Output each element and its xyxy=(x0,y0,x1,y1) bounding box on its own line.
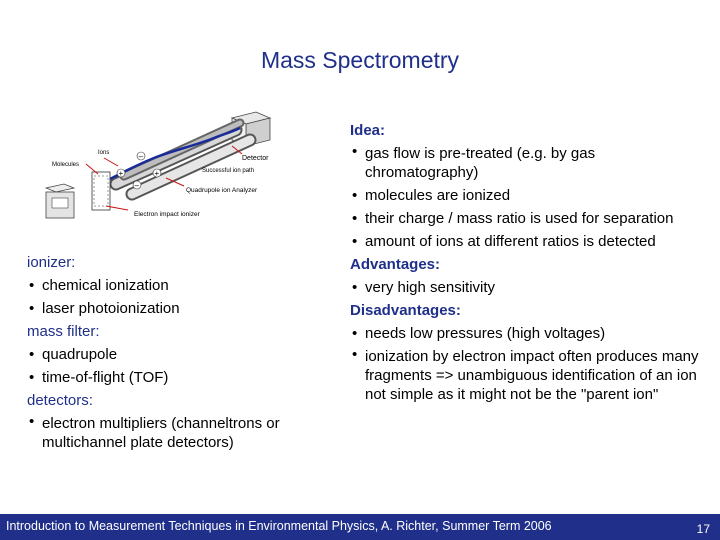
disadvantages-heading: Disadvantages: xyxy=(350,302,461,319)
right-text-block xyxy=(350,119,705,406)
label-molecules: Molecules xyxy=(52,162,80,168)
idea-heading: Idea: xyxy=(350,122,386,139)
mass-spectrometer-diagram xyxy=(44,106,282,224)
svg-text:–: – xyxy=(134,181,139,190)
mass-filter-heading: mass filter: xyxy=(27,323,100,340)
label-quadrupole: Quadrupole ion Analyzer xyxy=(186,187,258,194)
list-item: • needs low pressures (high voltages) xyxy=(352,325,606,342)
list-item: • amount of ions at different ratios is detected xyxy=(352,233,656,250)
list-item: • electron multipliers (channeltrons or multichannel plate detectors) xyxy=(29,413,280,451)
list-item: • chemical ionization xyxy=(29,277,169,294)
slide-title: Mass Spectrometry xyxy=(260,47,460,73)
footer-bar xyxy=(0,514,720,540)
svg-text:+: + xyxy=(154,169,160,178)
footer-text: Introduction to Measurement Techniques in Environmental Physics, A. Richter, Summer Term 2006 xyxy=(6,519,552,533)
label-ions: Ions xyxy=(98,150,110,156)
svg-text:–: – xyxy=(138,152,143,161)
ionizer-box xyxy=(92,172,110,210)
list-item: • molecules are ionized xyxy=(352,187,511,204)
label-electron-impact: Electron impact ionizer xyxy=(134,211,200,218)
list-item: • gas flow is pre-treated (e.g. by gas chromatography) xyxy=(352,143,596,181)
svg-text:+: + xyxy=(118,169,124,178)
list-item: • laser photoionization xyxy=(29,300,180,317)
source-box xyxy=(46,184,74,218)
list-item: • their charge / mass ratio is used for separation xyxy=(352,210,674,227)
label-detector: Detector xyxy=(242,155,269,162)
page-number: 17 xyxy=(696,522,710,536)
left-text-block xyxy=(27,251,327,454)
ionizer-heading: ionizer: xyxy=(27,254,76,271)
list-item: • quadrupole xyxy=(29,346,118,363)
label-successful-ion-path: Successful ion path xyxy=(202,168,255,174)
detectors-heading: detectors: xyxy=(27,392,93,409)
list-item: • very high sensitivity xyxy=(352,279,496,296)
advantages-heading: Advantages: xyxy=(350,256,441,273)
list-item: • time-of-flight (TOF) xyxy=(29,369,169,386)
list-item: • ionization by electron impact often produces many fragments => unambiguous identification of an ion not simple as it might not be the "parent ion" xyxy=(352,346,699,403)
